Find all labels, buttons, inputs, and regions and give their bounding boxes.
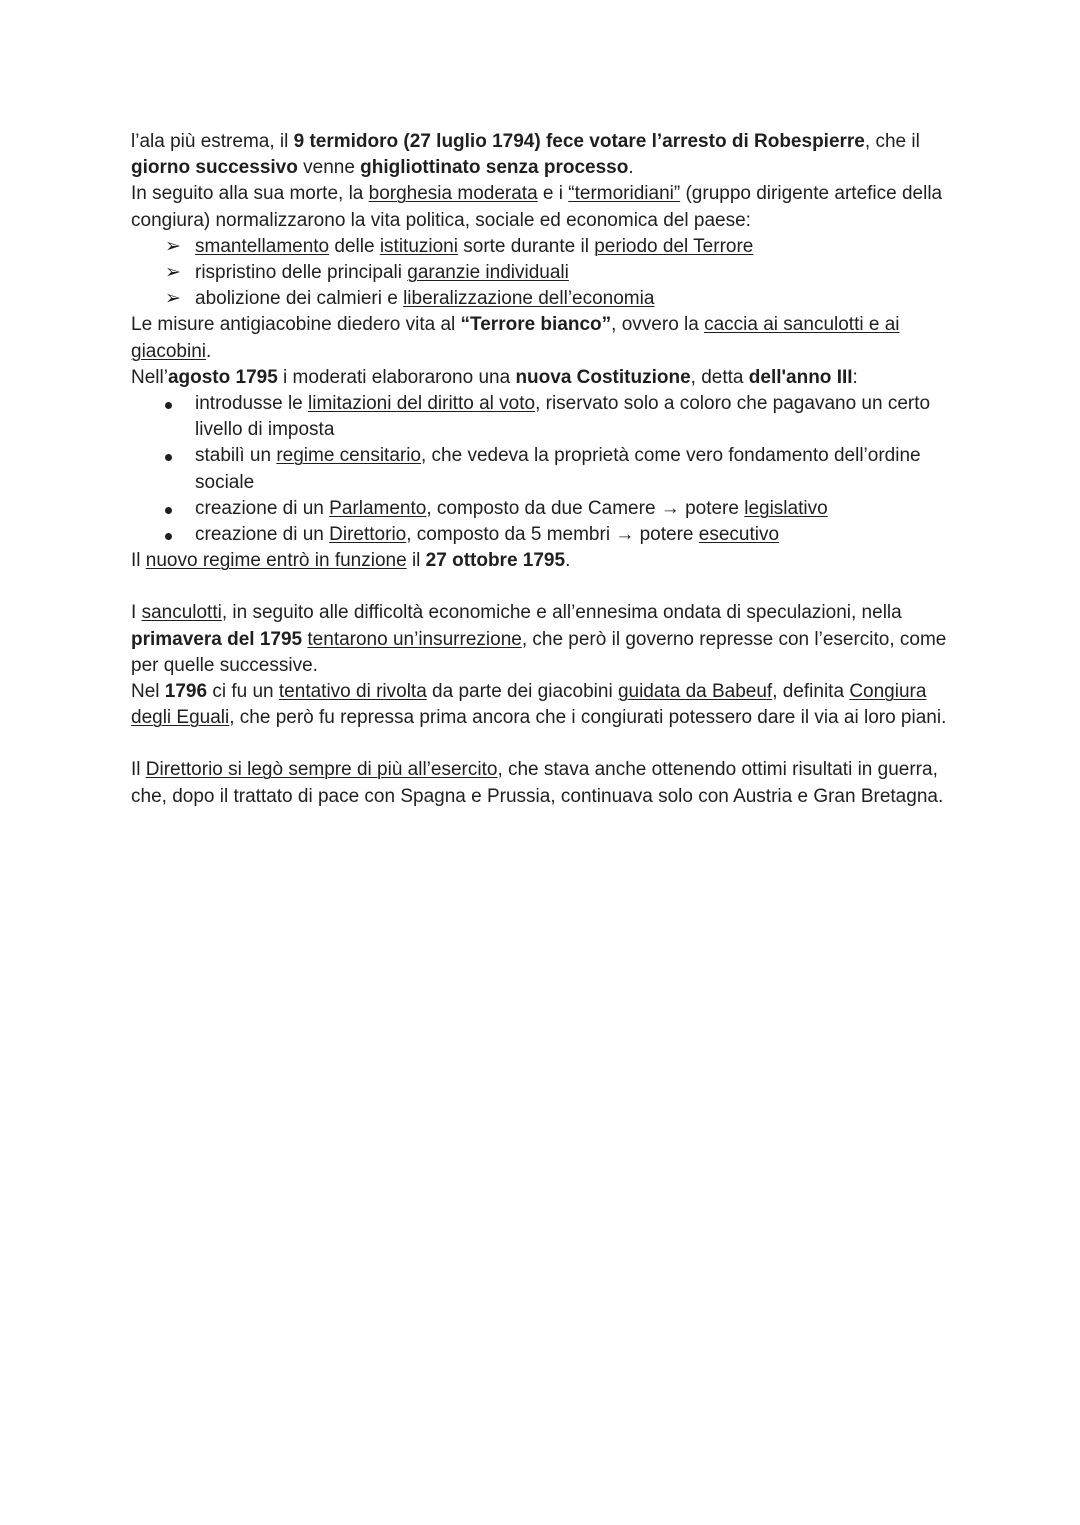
paragraph-babeuf: Nel 1796 ci fu un tentativo di rivolta da parte dei giacobini guidata da Babeuf, definita Congiura degli Eguali, che però fu repressa prima ancora che i congiurati potessero dare il via ai loro piani.: [131, 681, 947, 729]
bullet-dot-icon: [165, 533, 172, 540]
paragraph-after-death: In seguito alla sua morte, la borghesia moderata e i “termoridiani” (gruppo dirigente artefice della congiura) normalizzarono la vita politica, sociale ed economica del paese:: [131, 183, 943, 231]
bullet-list: [131, 391, 960, 548]
paragraph-spacer: [131, 731, 960, 757]
paragraph-spacer: [131, 574, 960, 600]
list-item: stabilì un regime censitario, che vedeva la proprietà come vero fondamento dell’ordine sociale: [131, 443, 960, 495]
paragraph-costituzione: Nell’agosto 1795 i moderati elaborarono una nuova Costituzione, detta dell'anno III:: [131, 366, 858, 388]
list-item: ➢ smantellamento delle istituzioni sorte durante il periodo del Terrore: [131, 234, 960, 260]
arrow-bullet-icon: ➢: [165, 262, 181, 284]
list-item: creazione di un Parlamento, composto da due Camere → potere legislativo: [131, 496, 960, 522]
paragraph-sanculotti: I sanculotti, in seguito alle difficoltà economiche e all’ennesima ondata di speculazioni, nella primavera del 1795 tentarono un’insurrezione, che però il governo represse con l’esercito, come per quelle successive.: [131, 602, 947, 676]
list-item: ➢ abolizione dei calmieri e liberalizzazione dell’economia: [131, 286, 960, 312]
paragraph-robespierre: l’ala più estrema, il 9 termidoro (27 luglio 1794) fece votare l’arresto di Robespierre, che il giorno successivo venne ghigliottinato senza processo.: [131, 131, 920, 179]
bullet-dot-icon: [165, 454, 172, 461]
bullet-dot-icon: [165, 402, 172, 409]
list-item: creazione di un Direttorio, composto da 5 membri → potere esecutivo: [131, 522, 960, 548]
paragraph-direttorio: Il Direttorio si legò sempre di più all’esercito, che stava anche ottenendo ottimi risultati in guerra, che, dopo il trattato di pace con Spagna e Prussia, continuava solo con Austria e Gran Bretagna.: [131, 759, 944, 807]
arrow-list: [131, 234, 960, 313]
paragraph-nuovo-regime: Il nuovo regime entrò in funzione il 27 ottobre 1795.: [131, 550, 571, 572]
paragraph-terrore-bianco: Le misure antigiacobine diedero vita al “Terrore bianco”, ovvero la caccia ai sanculotti e ai giacobini.: [131, 314, 900, 362]
arrow-bullet-icon: ➢: [165, 235, 181, 257]
bullet-dot-icon: [165, 507, 172, 514]
list-item: introdusse le limitazioni del diritto al voto, riservato solo a coloro che pagavano un certo livello di imposta: [131, 391, 960, 443]
arrow-bullet-icon: ➢: [165, 288, 181, 310]
list-item: ➢ rispristino delle principali garanzie individuali: [131, 260, 960, 286]
